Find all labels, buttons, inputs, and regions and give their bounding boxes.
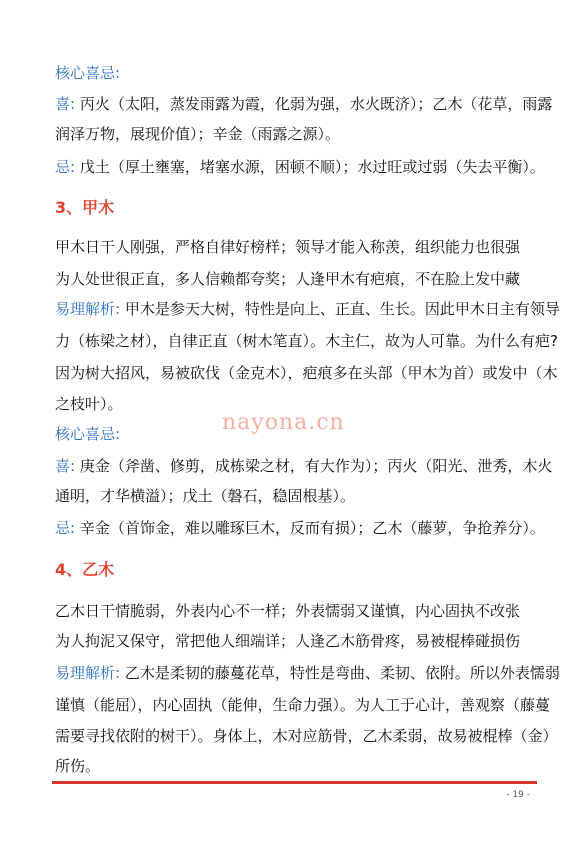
xi-text: 丙火（太阳，蒸发雨露为霞，化弱为强，水火既济）；乙木（花草，雨露 — [79, 95, 553, 113]
jia-analysis-4: 之枝叶）。 — [55, 395, 123, 413]
page-number: - 19 - — [506, 790, 530, 800]
jia-xi-line-2: 通明，才华横溢）；戊土（磐石，稳固根基）。 — [55, 487, 356, 505]
analysis-text: 乙木是柔韧的藤蔓花草，特性是弯曲、柔韧、依附。所以外表懦弱 — [124, 664, 560, 682]
core-xiji-label-1: 核心喜忌: — [55, 64, 121, 82]
section-title-yi: 4、乙木 — [55, 560, 115, 579]
yi-analysis-4: 所伤。 — [55, 757, 101, 775]
watermark: nayona.cn — [222, 410, 345, 435]
xi-label: 喜: — [55, 457, 76, 475]
xi-text: 庚金（斧凿、修剪，成栋梁之材，有大作为）；丙火（阳光、泄秀，木火 — [79, 457, 553, 475]
jia-ji-line — [55, 517, 545, 538]
ji-text: 戊土（厚土壅塞，堵塞水源，困顿不顺）；水过旺或过弱（失去平衡）。 — [79, 158, 545, 176]
footer-rule — [52, 781, 537, 784]
xi-line-1b: 润泽万物，展现价值）；辛金（雨露之源）。 — [55, 125, 341, 143]
analysis-label: 易理解析: — [55, 300, 121, 318]
jia-analysis-2: 力（栋梁之材），自律正直（树木笔直）。木主仁，故为人可靠。为什么有疤? — [55, 332, 558, 350]
ji-line-1 — [55, 156, 545, 177]
core-xiji-label-2: 核心喜忌: — [55, 425, 121, 443]
yi-verse-2: 为人拘泥又保守，常把他人细端详；人逢乙木筋骨疼，易被棍棒碰损伤 — [55, 632, 521, 650]
yi-analysis-1 — [55, 662, 560, 683]
jia-analysis-3: 因为树大招风，易被砍伐（金克木），疤痕多在头部（甲木为首）或发中（木 — [55, 364, 558, 382]
xi-label: 喜: — [55, 95, 76, 113]
analysis-text: 甲木是参天大树，特性是向上、正直、生长。因此甲木日主有领导 — [124, 300, 560, 318]
analysis-label: 易理解析: — [55, 664, 121, 682]
yi-analysis-2: 谨慎（能屈），内心固执（能伸，生命力强）。为人工于心计，善观察（藤蔓 — [55, 696, 551, 714]
jia-xi-line-1 — [55, 455, 553, 476]
jia-analysis-1 — [55, 298, 560, 319]
ji-text: 辛金（首饰金，难以雕琢巨木，反而有损）；乙木（藤萝，争抢养分）。 — [79, 519, 545, 537]
yi-analysis-3: 需要寻找依附的树干）。身体上，木对应筋骨，乙木柔弱，故易被棍棒（金） — [55, 727, 558, 745]
jia-verse-2: 为人处世很正直，多人信赖都夸奖；人逢甲木有疤痕，不在脸上发中藏 — [55, 270, 521, 288]
jia-verse-1: 甲木日干人刚强，严格自律好榜样；领导才能入称羡，组织能力也很强 — [55, 238, 521, 256]
section-title-jia: 3、甲木 — [55, 198, 115, 217]
xi-line-1a — [55, 93, 553, 114]
ji-label: 忌: — [55, 158, 76, 176]
yi-verse-1: 乙木日干情脆弱，外表内心不一样；外表懦弱又谨慎，内心固执不改张 — [55, 602, 521, 620]
ji-label: 忌: — [55, 519, 76, 537]
